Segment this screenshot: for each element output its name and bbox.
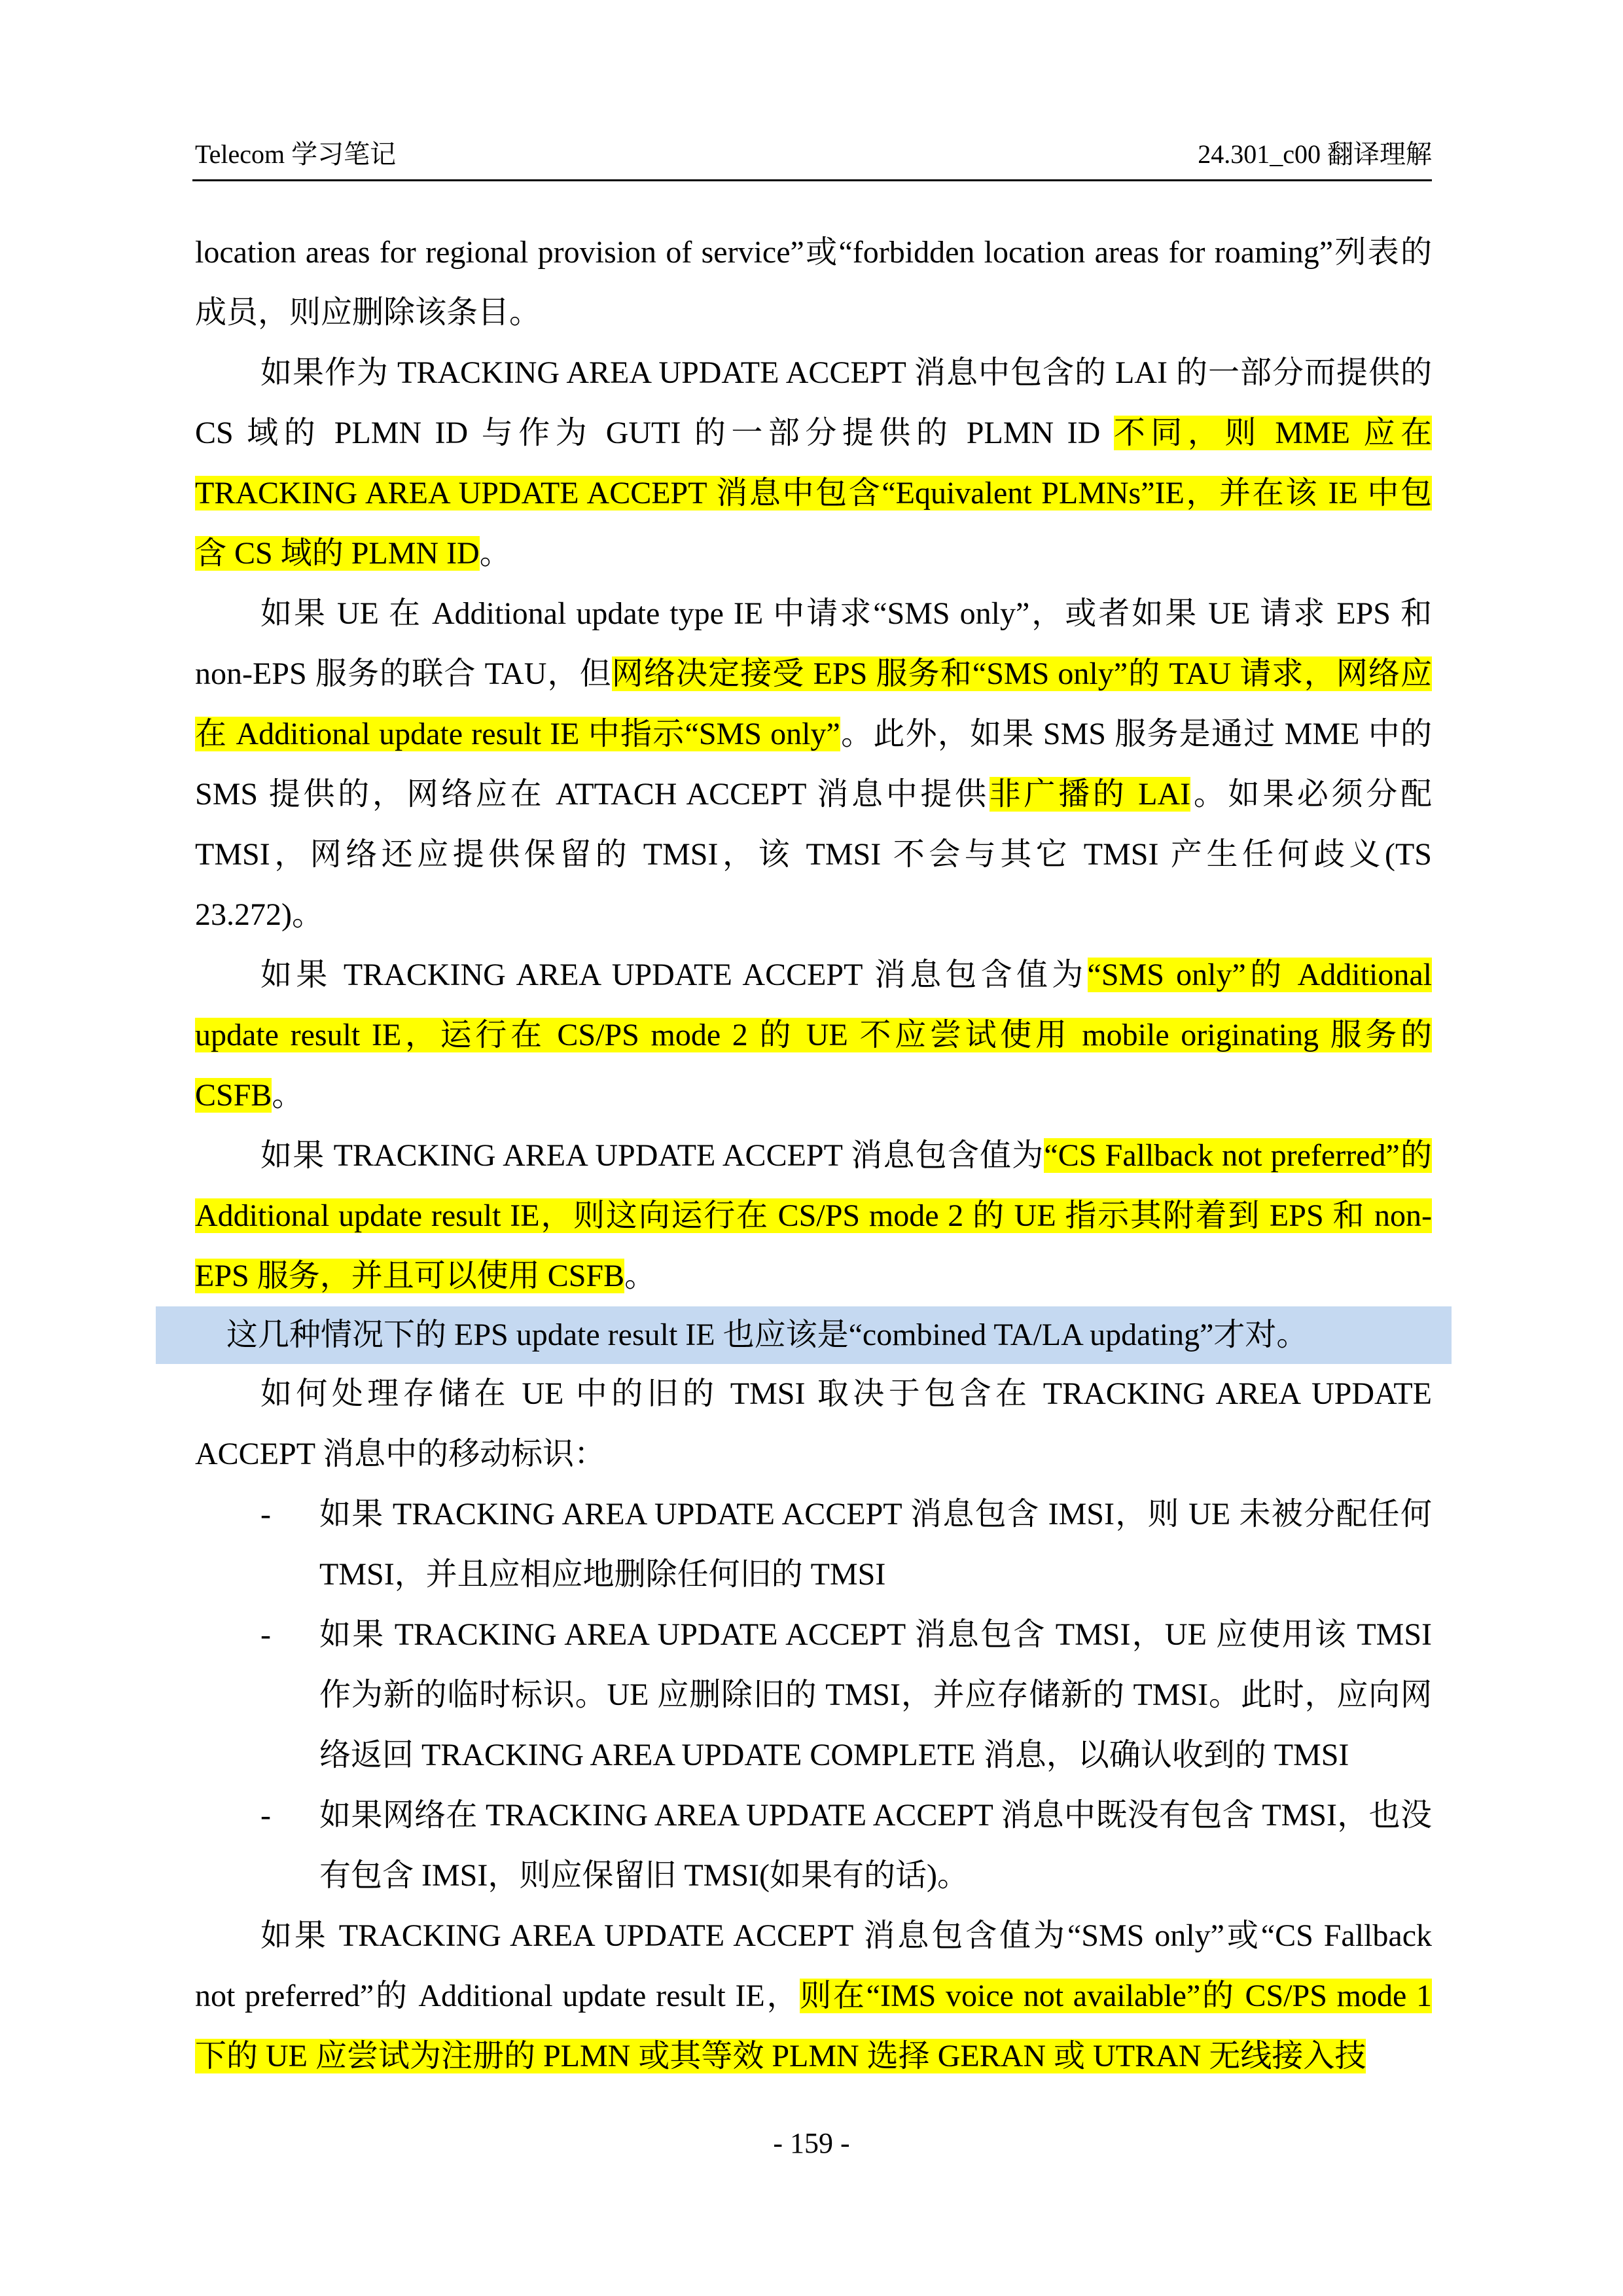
paragraph [195,945,1432,1126]
text-run: 。此外，如果 SMS 服务是通过 MME 中的 SMS 提供的，网络应在 ATTACH ACCEPT 消息中提供 [195,717,1432,812]
header-rule [192,179,1432,181]
list-item [195,1605,1432,1785]
list-item-text: 如果 TRACKING AREA UPDATE ACCEPT 消息包含 IMSI，则 UE 未被分配任何 TMSI，并且应相应地删除任何旧的 TMSI [319,1497,1432,1592]
paragraph [195,584,1432,945]
text-run: 如果 UE 在 Additional update type IE 中请求“SMS only”，或者如果 UE 请求 EPS 和 non-EPS 服务的联合 TAU，但 [195,596,1432,691]
paragraph [195,223,1432,343]
list-item [195,1785,1432,1906]
list-item-text: 如果 TRACKING AREA UPDATE ACCEPT 消息包含 TMSI，UE 应使用该 TMSI 作为新的临时标识。UE 应删除旧的 TMSI，并应存储新的 TMSI。此时，应向网络返回 TRACKING AREA UPDATE COMPLETE 消息，以确认收到的 TMSI [319,1617,1432,1772]
page-header-left: Telecom 学习笔记 [195,139,397,169]
list-item [195,1484,1432,1605]
text-run: 。 [479,536,511,571]
text-run: 。 [272,1078,304,1113]
highlighted-text: 网络决定接受 EPS 服务和“SMS only”的 TAU 请求，网络应在 Additional update result IE 中指示“SMS only” [195,656,1432,751]
highlighted-text: 非广播的 LAI [989,777,1191,812]
highlighted-text: 不同，则 MME 应在 TRACKING AREA UPDATE ACCEPT 消息中包含“Equivalent PLMNs”IE，并在该 IE 中包含 CS 域的 PLMN ID [195,416,1432,571]
list-dash: - [260,1798,271,1833]
list-dash: - [260,1497,271,1532]
paragraph [195,343,1432,584]
text-run: location areas for regional provision of service”或“forbidden location areas for roaming”列表的成员，则应删除该条目。 [195,235,1432,330]
list-dash: - [260,1617,271,1652]
paragraph [195,1906,1432,2087]
highlighted-text: 则在“IMS voice not available”的 CS/PS mode 1 下的 UE 应尝试为注册的 PLMN 或其等效 PLMN 选择 GERAN 或 UTRAN 无线接入技 [195,1979,1432,2073]
text-run: 如果作为 TRACKING AREA UPDATE ACCEPT 消息中包含的 LAI 的一部分而提供的 CS 域的 PLMN ID 与作为 GUTI 的一部分提供的 PLMN ID [195,355,1432,450]
text-run: 如何处理存储在 UE 中的旧的 TMSI 取决于包含在 TRACKING AREA UPDATE ACCEPT 消息中的移动标识： [195,1376,1432,1471]
list-item-text: 如果网络在 TRACKING AREA UPDATE ACCEPT 消息中既没有包含 TMSI，也没有包含 IMSI，则应保留旧 TMSI(如果有的话)。 [319,1798,1432,1893]
paragraph [195,1364,1432,1484]
page-header-right: 24.301_c00 翻译理解 [1198,139,1432,169]
text-run: 如果 TRACKING AREA UPDATE ACCEPT 消息包含值为 [260,1138,1044,1173]
text-run: 。 [624,1259,656,1293]
text-run: 如果 TRACKING AREA UPDATE ACCEPT 消息包含值为 [260,958,1088,992]
text-run: 。如果必须分配 TMSI，网络还应提供保留的 TMSI，该 TMSI 不会与其它 TMSI 产生任何歧义(TS 23.272)。 [195,777,1432,932]
paragraph [195,1126,1432,1306]
document-body [195,223,1432,2087]
highlighted-text: “SMS only”的 Additional update result IE，运行在 CS/PS mode 2 的 UE 不应尝试使用 mobile originating 服务的 CSFB [195,958,1432,1113]
text-run: 如果 TRACKING AREA UPDATE ACCEPT 消息包含值为“SMS only”或“CS Fallback not preferred”的 Additional update result IE， [195,1918,1432,2013]
highlighted-text: “CS Fallback not preferred”的 Additional update result IE，则这向运行在 CS/PS mode 2 的 UE 指示其附着到 EPS 和 non-EPS 服务，并且可以使用 CSFB [195,1138,1432,1293]
page-number: - 159 - [773,2127,850,2159]
annotation-note: 这几种情况下的 EPS update result IE 也应该是“combined TA/LA updating”才对。 [156,1306,1452,1364]
